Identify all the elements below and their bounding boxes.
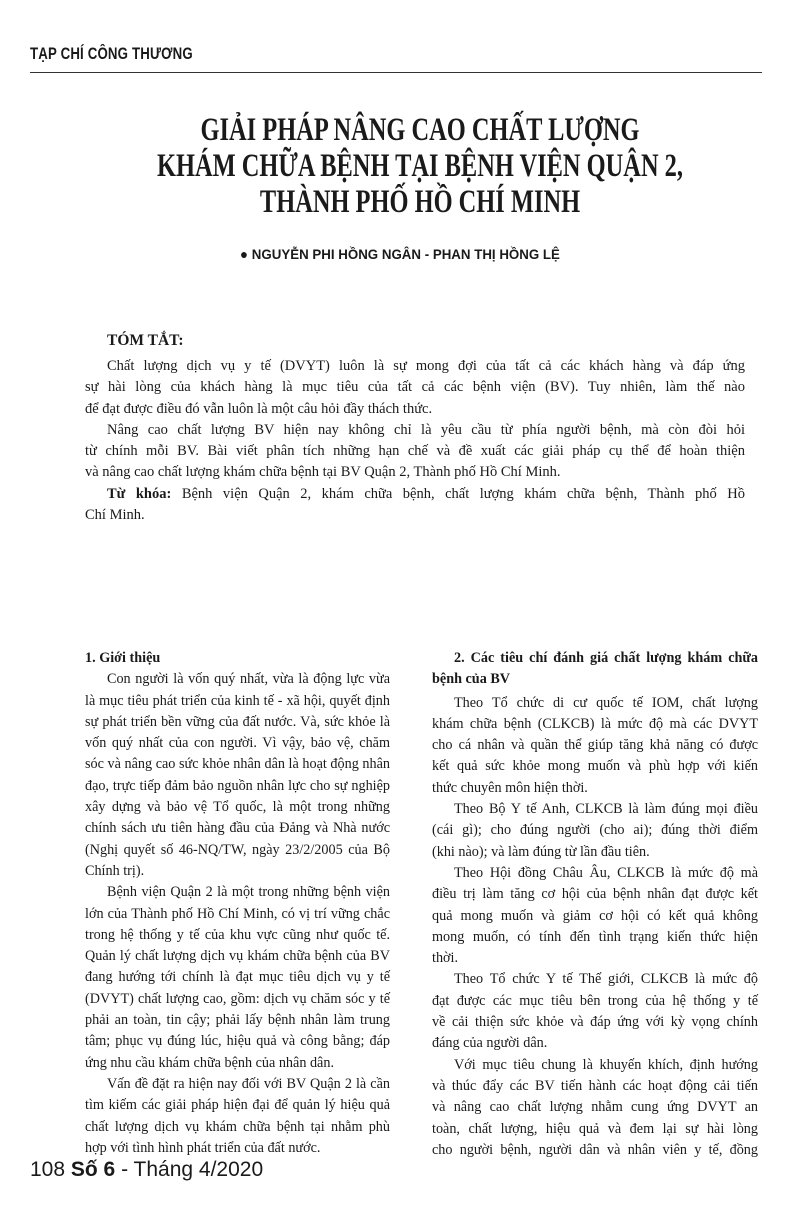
page-number: 108 (30, 1158, 71, 1181)
journal-name: TẠP CHÍ CÔNG THƯƠNG (30, 44, 193, 63)
text-line: lớn của Thành phố Hồ Chí Minh, có vị trí vững chắc (85, 905, 390, 922)
text-line: kết quả sức khỏe mong muốn và phù hợp với kiến (432, 758, 758, 775)
right-column (432, 648, 758, 1161)
text-line: (cái gì); cho đúng người (cho ai); đúng thời điểm (432, 822, 758, 839)
text-line: đạt được các mục tiêu bên trong của hệ thống y tế (432, 992, 758, 1009)
paragraph (432, 693, 758, 799)
text-line: sự phát triển bền vững của đất nước. Và, sức khỏe là (85, 713, 390, 730)
authors: ● NGUYỄN PHI HỒNG NGÂN - PHAN THỊ HỒNG LỆ (240, 246, 560, 262)
text-line: Với mục tiêu chung là khuyến khích, định hướng (454, 1056, 758, 1073)
text-line: tâm; phục vụ đúng lúc, hiệu quả và công bằng; đáp (85, 1033, 390, 1050)
text-line: mong muốn, có tính đến tình trạng kiến thức hiện (432, 928, 758, 945)
text-line: quả mong muốn và giảm cơ hội có kết quả không (432, 907, 758, 924)
text-line: phải an toàn, tin cậy; phải lấy bệnh nhân làm trung (85, 1012, 390, 1029)
keywords-label: Từ khóa: (107, 485, 172, 502)
paragraph (85, 356, 745, 420)
text-line: và thúc đẩy các BV tiến hành các hoạt động cải tiến (432, 1077, 758, 1094)
text-line: ứng nhu cầu khám chữa bệnh của nhân dân. (85, 1054, 334, 1071)
paragraph (85, 669, 390, 882)
section-heading: 2. Các tiêu chí đánh giá chất lượng khám chữa (454, 650, 758, 666)
text-line: sự hài lòng của khách hàng là mục tiêu của tất cả các bệnh viện (BV). Tuy nhiên, làm thế nào (85, 379, 745, 396)
text-line: tìm kiếm các giải pháp hiện đại để quản lý hiệu quả (85, 1097, 390, 1114)
title-line: KHÁM CHỮA BỆNH TẠI BỆNH VIỆN QUẬN 2, (156, 148, 684, 184)
text-line: (DVYT) chất lượng cao, gồm: dịch vụ chăm sóc y tế (85, 990, 390, 1007)
text-line: Theo Tổ chức Y tế Thế giới, CLKCB là mức độ (454, 971, 758, 988)
text-line: (Nghị quyết số 46-NQ/TW, ngày 23/2/2005 của Bộ (85, 841, 390, 858)
text-line: vốn quý nhất của con người. Vì vậy, bảo vệ, chăm (85, 735, 390, 752)
keywords-line: Chí Minh. (85, 507, 145, 524)
text-line: xây dựng và bảo vệ Tổ quốc, là một trong những (85, 799, 390, 816)
paragraph (432, 799, 758, 863)
section-heading: bệnh của BV (432, 671, 511, 688)
paragraph (432, 863, 758, 969)
text-line: là mục tiêu phát triển của kinh tế - xã hội, quyết định (85, 692, 390, 709)
page-footer (30, 1158, 263, 1182)
keywords-line (85, 484, 745, 505)
text-line: Quản lý chất lượng dịch vụ khám chữa bệnh của BV (85, 948, 390, 965)
text-line: chính sách ưu tiên hàng đầu của Đảng và Nhà nước (85, 820, 390, 837)
text-line: Bệnh viện Quận 2 là một trong những bệnh viện (107, 884, 390, 901)
left-column (85, 648, 390, 1159)
title-line: THÀNH PHỐ HỒ CHÍ MINH (259, 184, 581, 220)
text-line: toàn, chất lượng, hiệu quả và đem lại sự hài lòng (432, 1120, 758, 1137)
right-column-body (432, 693, 758, 1162)
text-line: chất lượng dịch vụ khám chữa bệnh tại nhằm phù (85, 1118, 390, 1135)
paragraph (85, 882, 390, 1074)
abstract (85, 330, 745, 526)
issue-date: - Tháng 4/2020 (115, 1158, 264, 1181)
text-line: thời. (432, 950, 459, 967)
paragraph (432, 1055, 758, 1161)
text-line: hợp với tình hình phát triển của đất nước. (85, 1139, 321, 1156)
text-line: điều trị làm tăng cơ hội của bệnh nhân đạt được kết (432, 886, 758, 903)
text-line: để đạt được điều đó vẫn luôn là một câu hỏi đầy thách thức. (85, 400, 433, 417)
text-line: và nâng cao chất lượng nhằm cung ứng DVYT an (432, 1099, 758, 1116)
text-line: sóc và nâng cao sức khỏe nhân dân là hoạt động nhân (85, 756, 390, 773)
article-title (0, 112, 792, 220)
text-line: Vấn đề đặt ra hiện nay đối với BV Quận 2 là cần (107, 1075, 390, 1092)
title-line: GIẢI PHÁP NÂNG CAO CHẤT LƯỢNG (200, 112, 640, 148)
header-rule (30, 72, 762, 73)
paragraph (85, 1074, 390, 1159)
text-line: Con người là vốn quý nhất, vừa là động lực vừa (107, 671, 390, 688)
text-line: Chính trị). (85, 862, 145, 879)
text-line: về cải thiện sức khỏe và đáp ứng với kỳ vọng chính (432, 1014, 758, 1031)
text-line: Nâng cao chất lượng BV hiện nay không chỉ là yêu cầu từ phía người bệnh, mà còn đòi hỏi (107, 421, 745, 438)
abstract-heading: TÓM TẮT: (107, 332, 184, 349)
text-line: cho người bệnh, người dân và nhân viên y tế, đồng (432, 1141, 758, 1158)
left-column-body (85, 669, 390, 1159)
text-line: đáng của người dân. (432, 1035, 548, 1052)
abstract-body (85, 356, 745, 484)
text-line: cho cá nhân và quần thể giúp tăng khả năng có được (432, 737, 758, 754)
text-line: Theo Bộ Y tế Anh, CLKCB là làm đúng mọi điều (454, 801, 758, 818)
text-line: thức chuyên môn hiện thời. (432, 779, 588, 796)
text-line: từ chính mỗi BV. Bài viết phân tích những hạn chế và đề xuất các giải pháp cụ thể để hoàn thiện (85, 443, 745, 460)
paragraph (85, 420, 745, 484)
text-line: đạo, trực tiếp đảm bảo nguồn nhân lực cho sự nghiệp (85, 777, 390, 794)
text-line: Chất lượng dịch vụ y tế (DVYT) luôn là sự mong đợi của tất cả các khách hàng và đáp ứng (107, 358, 745, 374)
paragraph (432, 969, 758, 1054)
text-line: Theo Hội đồng Châu Âu, CLKCB là mức độ mà (454, 864, 758, 881)
text-line: và nâng cao chất lượng khám chữa bệnh tại BV Quận 2, Thành phố Hồ Chí Minh. (85, 464, 561, 481)
text-line: Theo Tổ chức di cư quốc tế IOM, chất lượng (454, 694, 758, 711)
issue-number: Số 6 (70, 1158, 116, 1181)
text-line: (khi nào); và làm đúng từ lần đầu tiên. (432, 843, 650, 860)
text-line: trong hệ thống y tế của khu vực cũng như quốc tế. (85, 926, 390, 943)
keywords-text: Bệnh viện Quận 2, khám chữa bệnh, chất lượng khám chữa bệnh, Thành phố Hồ (171, 485, 745, 502)
text-line: khám chữa bệnh (CLKCB) là mức độ mà các DVYT (432, 715, 758, 732)
section-heading: 1. Giới thiệu (85, 650, 161, 666)
text-line: đang hướng tới chính là đạt mục tiêu dịch vụ y tế (85, 969, 390, 986)
